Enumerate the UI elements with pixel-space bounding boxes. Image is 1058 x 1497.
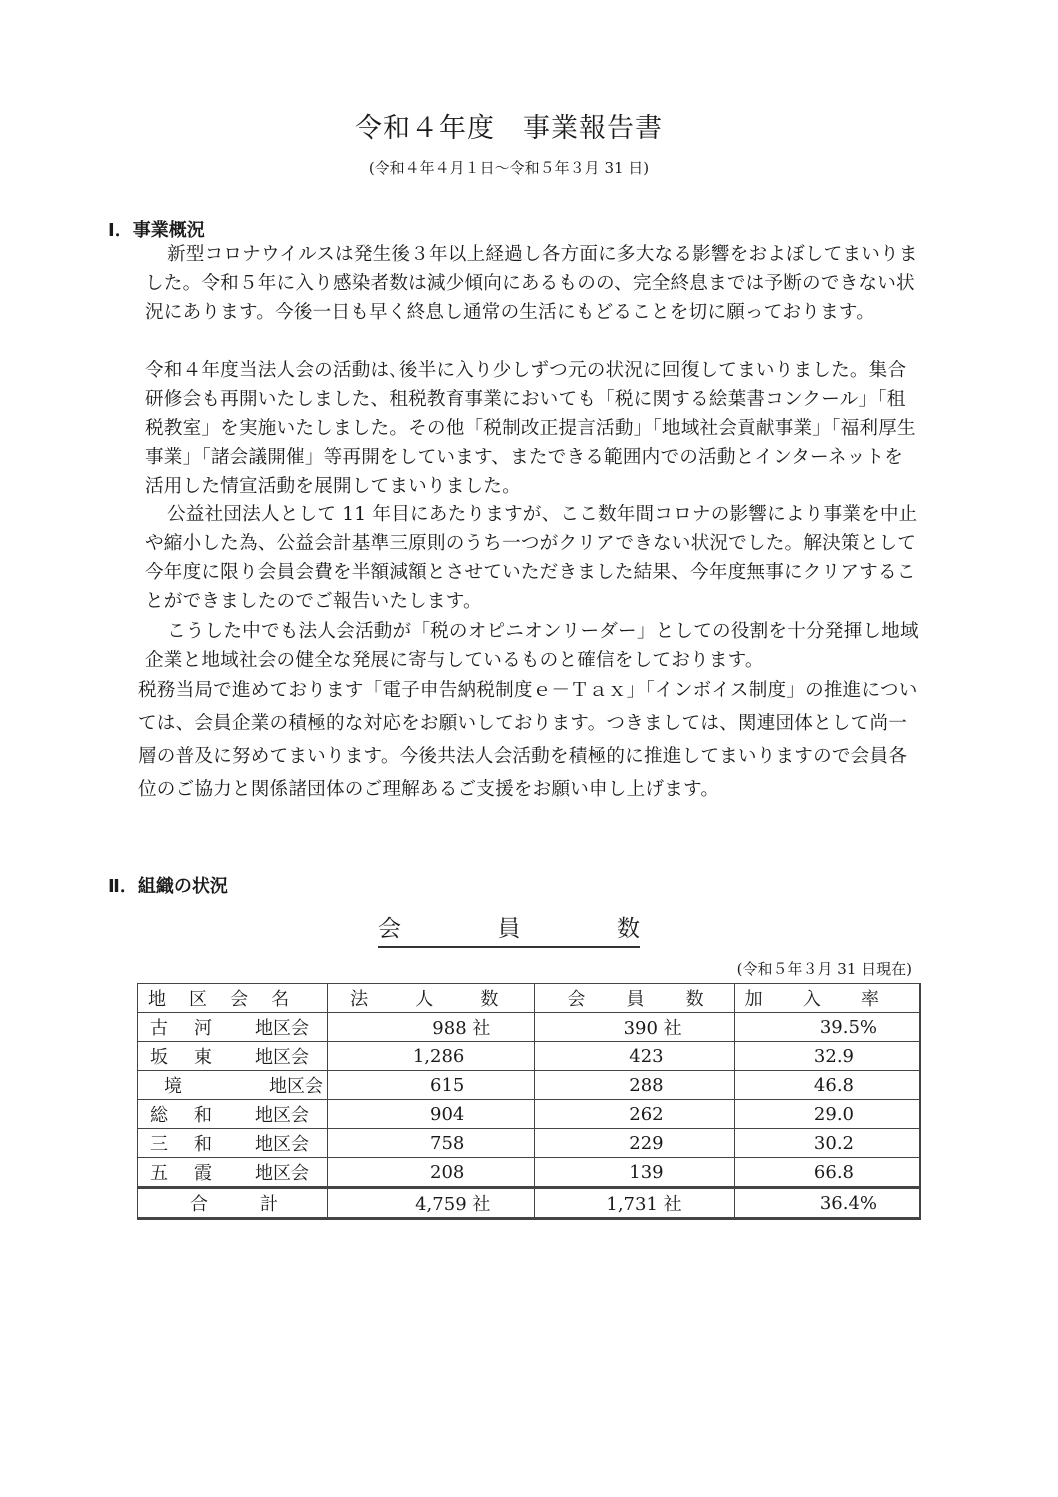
header-char: 法	[350, 989, 369, 1010]
corporations-cell: 904	[328, 1100, 535, 1129]
header-members	[535, 984, 734, 1013]
rate-cell: 66.8	[734, 1158, 920, 1188]
header-char: 入	[802, 989, 821, 1010]
table-row	[138, 1129, 921, 1158]
total-label-char: 合	[190, 1194, 208, 1215]
rate-cell: 29.0	[734, 1100, 920, 1129]
header-district-name	[138, 984, 328, 1013]
header-corporations	[328, 984, 535, 1013]
header-char: 員	[626, 989, 645, 1010]
district-char: 東	[194, 1047, 212, 1068]
paragraph-activities: 令和４年度当法人会の活動は､後半に入り少しずつ元の状況に回復してまいりました。集合研修会も再開いたしました、租税教育事業においても「税に関する絵葉書コンクール」「租税教室」を実施いたしました。その他「税制改正提言活動」「地域社会貢献事業」「福利厚生事業」「諸会議開催」等再開をしています、またできる範囲内での活動とインターネットを活用した情宣活動を展開してまいりました。	[145, 360, 916, 497]
district-name-cell	[138, 1129, 328, 1158]
table-title-char: 員	[497, 916, 521, 942]
members-cell: 229	[535, 1129, 734, 1158]
header-membership-rate	[734, 984, 920, 1013]
district-char: 坂	[150, 1047, 168, 1068]
header-char: 数	[685, 989, 704, 1010]
district-suffix: 地区会	[255, 1163, 309, 1184]
table-total-row	[138, 1188, 921, 1219]
rate-cell: 30.2	[734, 1129, 920, 1158]
header-char: 人	[415, 989, 434, 1010]
header-char: 区	[189, 989, 208, 1010]
table-row	[138, 1100, 921, 1129]
district-char: 河	[194, 1018, 212, 1039]
district-suffix: 地区会	[255, 1105, 309, 1126]
section-heading-business-overview: Ⅰ．事業概況	[108, 220, 205, 241]
district-char: 古	[150, 1018, 168, 1039]
membership-table	[137, 983, 921, 1220]
header-char: 会	[567, 989, 586, 1010]
rate-cell: 46.8	[734, 1071, 920, 1100]
table-as-of-date: (令和５年３月 31 日現在)	[736, 960, 912, 978]
district-char: 総	[150, 1105, 168, 1126]
rate-cell: 39.5%	[734, 1013, 920, 1042]
district-char: 境	[164, 1076, 182, 1097]
district-name-cell	[138, 1042, 328, 1071]
district-suffix: 地区会	[255, 1134, 309, 1155]
district-char: 和	[194, 1134, 212, 1155]
header-char: 数	[480, 989, 499, 1010]
district-char: 霞	[194, 1163, 212, 1184]
district-char: 三	[150, 1134, 168, 1155]
corporations-cell: 758	[328, 1129, 535, 1158]
table-header-row	[138, 984, 921, 1013]
header-char: 加	[744, 989, 763, 1010]
section-heading-organization: Ⅱ．組織の状況	[108, 876, 228, 897]
table-row	[138, 1013, 921, 1042]
district-suffix: 地区会	[269, 1076, 323, 1097]
header-char: 率	[860, 989, 879, 1010]
corporations-cell: 615	[328, 1071, 535, 1100]
corporations-cell: 988 社	[328, 1013, 535, 1042]
total-members-cell: 1,731 社	[535, 1188, 734, 1219]
members-cell: 288	[535, 1071, 734, 1100]
table-title-char: 会	[378, 916, 401, 942]
table-row	[138, 1071, 921, 1100]
header-char: 名	[271, 989, 290, 1010]
paragraph-public-interest: 公益社団法人として 11 年目にあたりますが、ここ数年間コロナの影響により事業を中止や縮小した為、公益会計基準三原則のうち一つがクリアできない状況でした。解決策として今年度に限り会員会費を半額減額とさせていただきました結果、今年度無事にクリアすることができましたのでご報告いたします。	[145, 504, 918, 612]
district-name-cell	[138, 1013, 328, 1042]
total-corporations-cell: 4,759 社	[328, 1188, 535, 1219]
corporations-cell: 208	[328, 1158, 535, 1188]
rate-cell: 32.9	[734, 1042, 920, 1071]
paragraph-opinion-leader: こうした中でも法人会活動が「税のオピニオンリーダー」としての役割を十分発揮し地域企業と地域社会の健全な発展に寄与しているものと確信をしております。	[145, 621, 919, 671]
header-char: 地	[148, 989, 166, 1010]
paragraph-covid: 新型コロナウイルスは発生後３年以上経過し各方面に多大なる影響をおよぼしてまいりました。令和５年に入り感染者数は減少傾向にあるものの、完全終息までは予断のできない状況にあります。今後一日も早く終息し通常の生活にもどることを切に願っております。	[145, 244, 918, 323]
total-label-cell	[138, 1188, 328, 1219]
district-name-cell	[138, 1158, 328, 1188]
document-title: 令和４年度 事業報告書	[355, 113, 663, 144]
table-row	[138, 1042, 921, 1071]
members-cell: 262	[535, 1100, 734, 1129]
district-char: 五	[150, 1163, 168, 1184]
table-row	[138, 1158, 921, 1188]
district-suffix: 地区会	[255, 1047, 309, 1068]
members-cell: 390 社	[535, 1013, 734, 1042]
paragraph-etax-invoice: 税務当局で進めております「電子申告納税制度ｅ－Ｔａｘ」「インボイス制度」の推進については、会員企業の積極的な対応をお願いしております。つきましては、関連団体として尚一層の普及に努めてまいります。今後共法人会活動を積極的に推進してまいりますので会員各位のご協力と関係諸団体のご理解あるご支援をお願い申し上げます。	[138, 680, 918, 800]
total-rate-cell: 36.4%	[734, 1188, 920, 1219]
members-cell: 139	[535, 1158, 734, 1188]
table-title	[378, 910, 640, 948]
report-period: (令和４年４月１日～令和５年３月 31 日)	[368, 159, 650, 177]
header-char: 会	[230, 989, 249, 1010]
members-cell: 423	[535, 1042, 734, 1071]
district-name-cell	[138, 1100, 328, 1129]
corporations-cell: 1,286	[328, 1042, 535, 1071]
district-name-cell	[138, 1071, 328, 1100]
district-suffix: 地区会	[255, 1018, 309, 1039]
district-char: 和	[194, 1105, 212, 1126]
table-title-char: 数	[617, 916, 640, 942]
total-label-char: 計	[260, 1194, 278, 1215]
